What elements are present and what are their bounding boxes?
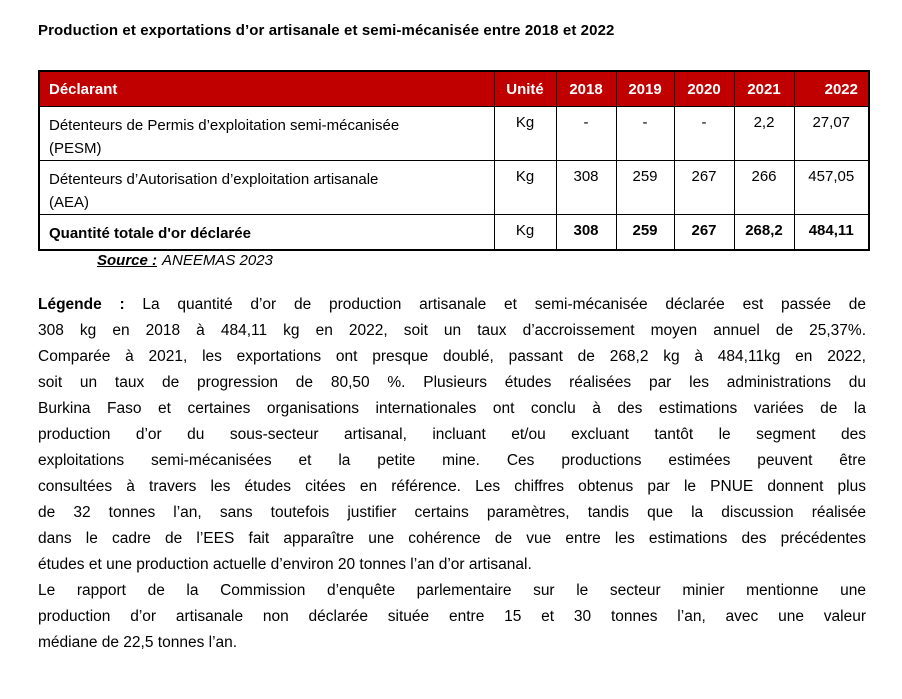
table-row xyxy=(39,215,869,250)
production-table xyxy=(38,70,870,251)
unit-cell: Kg xyxy=(494,215,556,250)
value-cell: 484,11 xyxy=(794,215,869,250)
value-cell: - xyxy=(556,107,616,161)
header-cell-6: 2022 xyxy=(794,71,869,107)
legend-line: études et une production actuelle d’environ 20 tonnes l’an d’or artisanal. xyxy=(38,556,532,573)
document-title: Production et exportations d’or artisanale et semi-mécanisée entre 2018 et 2022 xyxy=(38,22,615,39)
value-cell: 268,2 xyxy=(734,215,794,250)
value-cell: 259 xyxy=(616,161,674,215)
header-cell-4: 2020 xyxy=(674,71,734,107)
legend-line: dans le cadre de l’EES fait apparaître une cohérence de vue entre les estimations des précédentes xyxy=(38,530,866,547)
value-cell: - xyxy=(616,107,674,161)
value-cell: 267 xyxy=(674,215,734,250)
legend-line: Comparée à 2021, les exportations ont presque doublé, passant de 268,2 kg à 484,11kg en 2022, xyxy=(38,348,866,365)
source-line xyxy=(97,252,273,269)
legend-line: 308 kg en 2018 à 484,11 kg en 2022, soit un taux d’accroissement moyen annuel de 25,37%. xyxy=(38,322,866,339)
header-cell-0: Déclarant xyxy=(39,71,494,107)
table-row xyxy=(39,107,869,161)
declarant-cell: Détenteurs de Permis d’exploitation semi-mécanisée (PESM) xyxy=(39,107,494,161)
header-cell-2: 2018 xyxy=(556,71,616,107)
header-cell-1: Unité xyxy=(494,71,556,107)
legend-label: Légende : xyxy=(38,296,125,313)
legend-line: production d’or artisanale non déclarée située entre 15 et 30 tonnes l’an, avec une valeur xyxy=(38,608,866,625)
value-cell: 267 xyxy=(674,161,734,215)
value-cell: 27,07 xyxy=(794,107,869,161)
legend-line: consultées à travers les études citées en référence. Les chiffres obtenus par le PNUE donnent plus xyxy=(38,478,866,495)
table-row xyxy=(39,161,869,215)
value-cell: 2,2 xyxy=(734,107,794,161)
header-cell-3: 2019 xyxy=(616,71,674,107)
legend-line: exploitations semi-mécanisées et la petite mine. Ces productions estimées peuvent être xyxy=(38,452,866,469)
source-value: ANEEMAS 2023 xyxy=(162,252,273,269)
declarant-cell: Détenteurs d’Autorisation d’exploitation artisanale (AEA) xyxy=(39,161,494,215)
legend-line: Légende : La quantité d’or de production artisanale et semi-mécanisée déclarée est passée de xyxy=(38,296,866,313)
unit-cell: Kg xyxy=(494,107,556,161)
value-cell: - xyxy=(674,107,734,161)
legend-line: Le rapport de la Commission d’enquête parlementaire sur le secteur minier mentionne une xyxy=(38,582,866,599)
legend-line: production d’or du sous-secteur artisanal, incluant et/ou excluant tantôt le segment des xyxy=(38,426,866,443)
legend-line: Burkina Faso et certaines organisations internationales ont conclu à des estimations variées de la xyxy=(38,400,866,417)
value-cell: 457,05 xyxy=(794,161,869,215)
value-cell: 308 xyxy=(556,161,616,215)
header-cell-5: 2021 xyxy=(734,71,794,107)
source-label: Source : xyxy=(97,252,158,269)
value-cell: 266 xyxy=(734,161,794,215)
legend-line: soit un taux de progression de 80,50 %. Plusieurs études réalisées par les administrations du xyxy=(38,374,866,391)
legend-line: de 32 tonnes l’an, sans toutefois justifier certains paramètres, tandis que la discussion réalisée xyxy=(38,504,866,521)
unit-cell: Kg xyxy=(494,161,556,215)
legend-paragraph xyxy=(38,292,866,656)
declarant-cell: Quantité totale d'or déclarée xyxy=(39,215,494,250)
table-header-row xyxy=(39,71,869,107)
value-cell: 259 xyxy=(616,215,674,250)
legend-line: médiane de 22,5 tonnes l’an. xyxy=(38,634,238,651)
value-cell: 308 xyxy=(556,215,616,250)
